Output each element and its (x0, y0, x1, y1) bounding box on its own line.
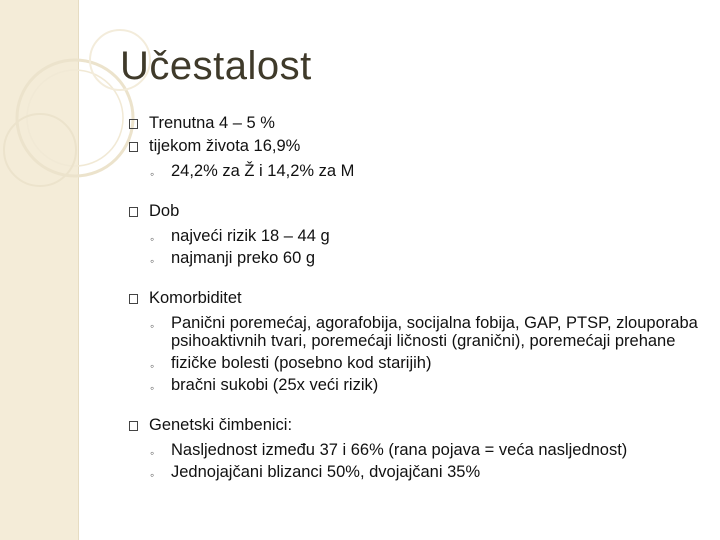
bullet-item (129, 200, 704, 223)
sub-bullet-text: Nasljednost između 37 i 66% (rana pojava = veća nasljednost) (171, 441, 628, 459)
sub-bullet-text: fizičke bolesti (posebno kod starijih) (171, 354, 432, 372)
sub-bullet-text: Jednojajčani blizanci 50%, dvojajčani 35% (171, 463, 481, 481)
bullet-text: Genetski čimbenici: (149, 416, 293, 434)
sub-bullet-item (129, 376, 704, 394)
sub-bullet-text: najveći rizik 18 – 44 g (171, 227, 330, 245)
bullet-text: Komorbiditet (149, 289, 242, 307)
slide-title: Učestalost (120, 44, 312, 88)
circle-bullet-icon: ◦ (150, 468, 155, 482)
square-bullet-icon (129, 119, 138, 129)
circle-bullet-icon: ◦ (150, 232, 155, 246)
sub-bullet-text: najmanji preko 60 g (171, 249, 316, 267)
sub-bullet-text: bračni sukobi (25x veći rizik) (171, 376, 379, 394)
decorative-sidebar (0, 0, 79, 540)
circle-bullet-icon: ◦ (150, 167, 155, 181)
bullet-item (129, 112, 704, 135)
square-bullet-icon (129, 294, 138, 304)
bullet-text: Trenutna 4 – 5 % (149, 114, 275, 132)
sub-bullet-item (129, 227, 704, 245)
slide-content (129, 112, 704, 482)
bullet-item (129, 287, 704, 310)
circle-bullet-icon: ◦ (150, 359, 155, 373)
circle-bullet-icon: ◦ (150, 319, 155, 333)
square-bullet-icon (129, 142, 138, 152)
sub-bullet-item (129, 249, 704, 267)
square-bullet-icon (129, 207, 138, 217)
sub-bullet-item (129, 162, 704, 180)
bullet-text: tijekom života 16,9% (149, 137, 301, 155)
sub-bullet-item (129, 441, 704, 459)
sub-bullet-item (129, 354, 704, 372)
circle-bullet-icon: ◦ (150, 381, 155, 395)
bullet-item (129, 414, 704, 437)
square-bullet-icon (129, 421, 138, 431)
circle-bullet-icon: ◦ (150, 446, 155, 460)
sub-bullet-text: 24,2% za Ž i 14,2% za M (171, 162, 355, 180)
circle-bullet-icon: ◦ (150, 254, 155, 268)
sub-bullet-item (129, 463, 704, 481)
bullet-text: Dob (149, 202, 180, 220)
sub-bullet-text: Panični poremećaj, agorafobija, socijalna fobija, GAP, PTSP, zlouporaba psihoaktivnih tvari, poremećaji ličnosti (granični), poremećaji prehane (171, 314, 698, 350)
sub-bullet-item (129, 314, 704, 350)
bullet-item (129, 135, 704, 158)
